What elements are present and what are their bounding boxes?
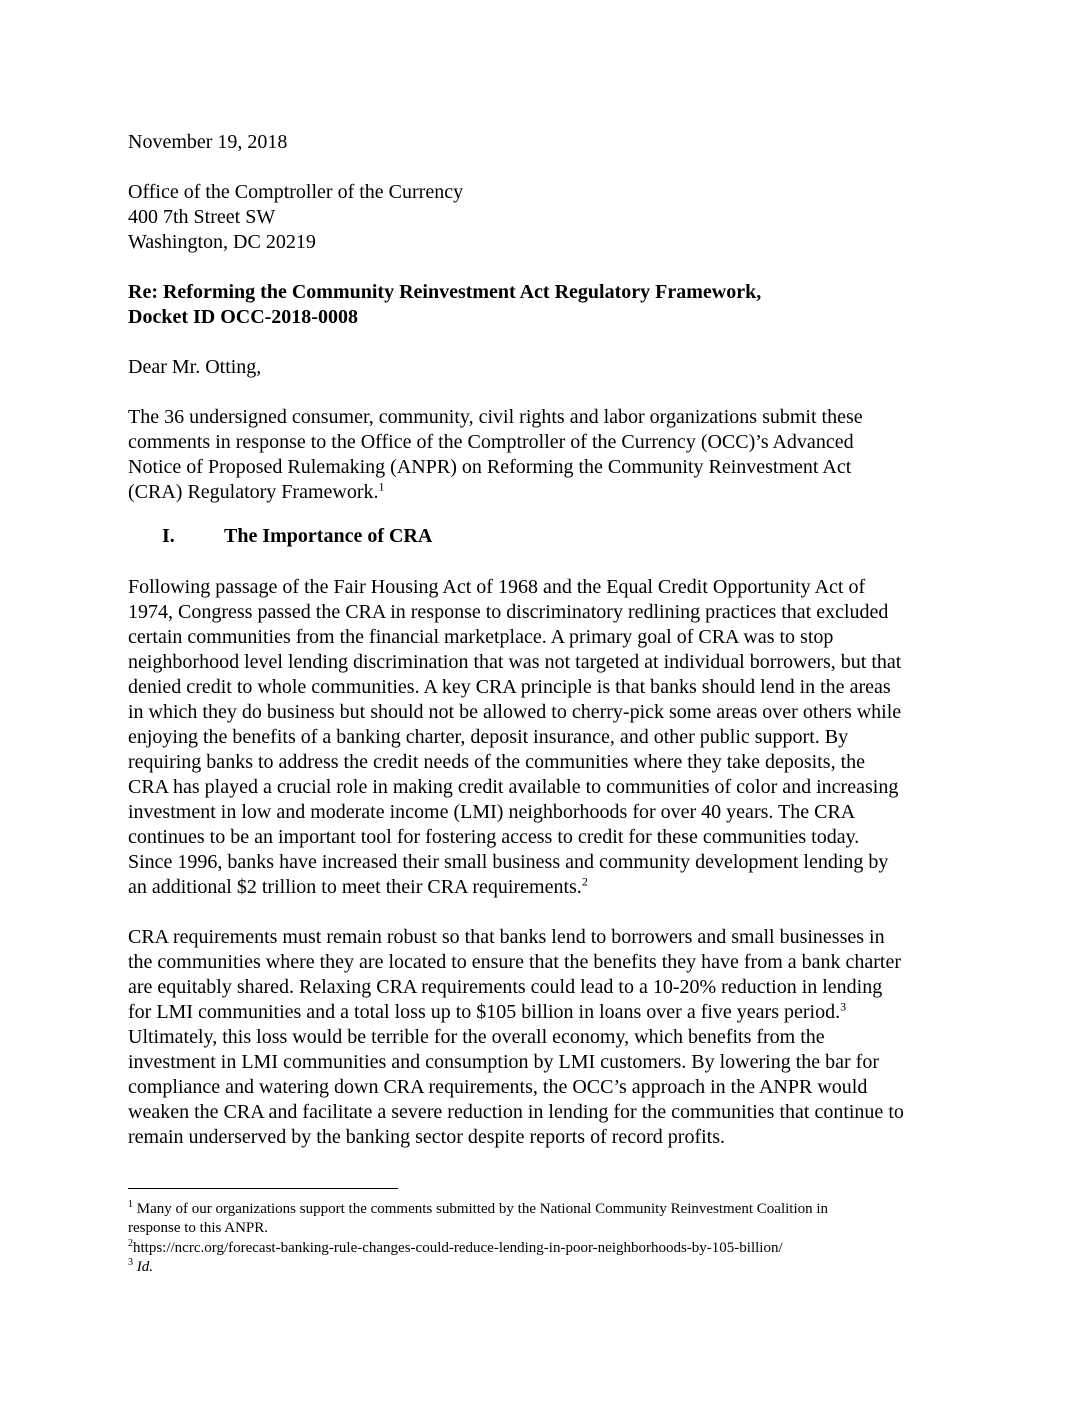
paragraph-line: remain underserved by the banking sector despite reports of record profits. (128, 1126, 726, 1148)
paragraph-line: requiring banks to address the credit needs of the communities where they take deposits, the (128, 751, 866, 773)
footnote-mark: 2 (128, 1238, 133, 1249)
footnote-1-continued: response to this ANPR. (128, 1220, 269, 1236)
section-number: I. (162, 525, 175, 547)
footnote-link[interactable]: https://ncrc.org/forecast-banking-rule-changes-could-reduce-lending-in-poor-neighborhoods-by-105-billion/ (133, 1240, 783, 1256)
footnote-text: Many of our organizations support the comments submitted by the National Community Reinvestment Coalition in (133, 1201, 829, 1217)
paragraph-line: investment in low and moderate income (LMI) neighborhoods for over 40 years. The CRA (128, 801, 856, 823)
paragraph-line (128, 1000, 846, 1024)
paragraph-line: neighborhood level lending discrimination that was not targeted at individual borrowers, but that (128, 651, 902, 673)
address-line: Office of the Comptroller of the Currency (128, 181, 464, 203)
paragraph-line (128, 480, 385, 504)
paragraph-line: compliance and watering down CRA requirements, the OCC’s approach in the ANPR would (128, 1076, 868, 1098)
footnote-mark: 3 (128, 1257, 133, 1268)
salutation: Dear Mr. Otting, (128, 356, 262, 378)
footnote-1 (128, 1200, 828, 1219)
paragraph-line: continues to be an important tool for fostering access to credit for these communities today. (128, 826, 860, 848)
section-title: The Importance of CRA (224, 525, 433, 547)
footnote-text: Id. (133, 1259, 153, 1275)
paragraph-line: Notice of Proposed Rulemaking (ANPR) on Reforming the Community Reinvestment Act (128, 456, 852, 478)
paragraph-line: Ultimately, this loss would be terrible for the overall economy, which benefits from the (128, 1026, 825, 1048)
footnote-2 (128, 1239, 783, 1258)
paragraph-line: Following passage of the Fair Housing Act of 1968 and the Equal Credit Opportunity Act of (128, 576, 866, 598)
letter-date: November 19, 2018 (128, 131, 288, 153)
paragraph-line: are equitably shared. Relaxing CRA requirements could lead to a 10-20% reduction in lending (128, 976, 883, 998)
paragraph-text: for LMI communities and a total loss up to $105 billion in loans over a five years period. (128, 1001, 841, 1023)
paragraph-line: the communities where they are located to ensure that the benefits they have from a bank charter (128, 951, 902, 973)
paragraph-line: CRA has played a crucial role in making credit available to communities of color and increasing (128, 776, 899, 798)
footnote-mark: 1 (128, 1199, 133, 1210)
footnote-separator (128, 1188, 398, 1189)
paragraph-line: investment in LMI communities and consumption by LMI customers. By lowering the bar for (128, 1051, 879, 1073)
paragraph-line: 1974, Congress passed the CRA in response to discriminatory redlining practices that excluded (128, 601, 889, 623)
address-line: 400 7th Street SW (128, 206, 276, 228)
paragraph-line (128, 875, 588, 899)
paragraph-line: denied credit to whole communities. A key CRA principle is that banks should lend in the areas (128, 676, 891, 698)
subject-text: Docket ID OCC-2018-0008 (128, 306, 358, 328)
footnote-reference[interactable]: 1 (378, 479, 385, 494)
paragraph-text: (CRA) Regulatory Framework. (128, 481, 379, 503)
paragraph-line: CRA requirements must remain robust so that banks lend to borrowers and small businesses in (128, 926, 885, 948)
footnote-reference[interactable]: 2 (581, 874, 588, 889)
paragraph-line: weaken the CRA and facilitate a severe reduction in lending for the communities that continue to (128, 1101, 904, 1123)
paragraph-line: Since 1996, banks have increased their small business and community development lending by (128, 851, 889, 873)
paragraph-line: The 36 undersigned consumer, community, civil rights and labor organizations submit these (128, 406, 863, 428)
subject-text: Re: Reforming the Community Reinvestment Act Regulatory Framework, (128, 281, 762, 303)
paragraph-line: in which they do business but should not be allowed to cherry-pick some areas over others while (128, 701, 902, 723)
footnote-3 (128, 1258, 153, 1277)
paragraph-line: enjoying the benefits of a banking charter, deposit insurance, and other public support. By (128, 726, 849, 748)
footnote-reference[interactable]: 3 (840, 999, 847, 1014)
paragraph-line: comments in response to the Office of the Comptroller of the Currency (OCC)’s Advanced (128, 431, 854, 453)
paragraph-line: certain communities from the financial marketplace. A primary goal of CRA was to stop (128, 626, 834, 648)
paragraph-text: an additional $2 trillion to meet their CRA requirements. (128, 876, 582, 898)
address-line: Washington, DC 20219 (128, 231, 316, 253)
